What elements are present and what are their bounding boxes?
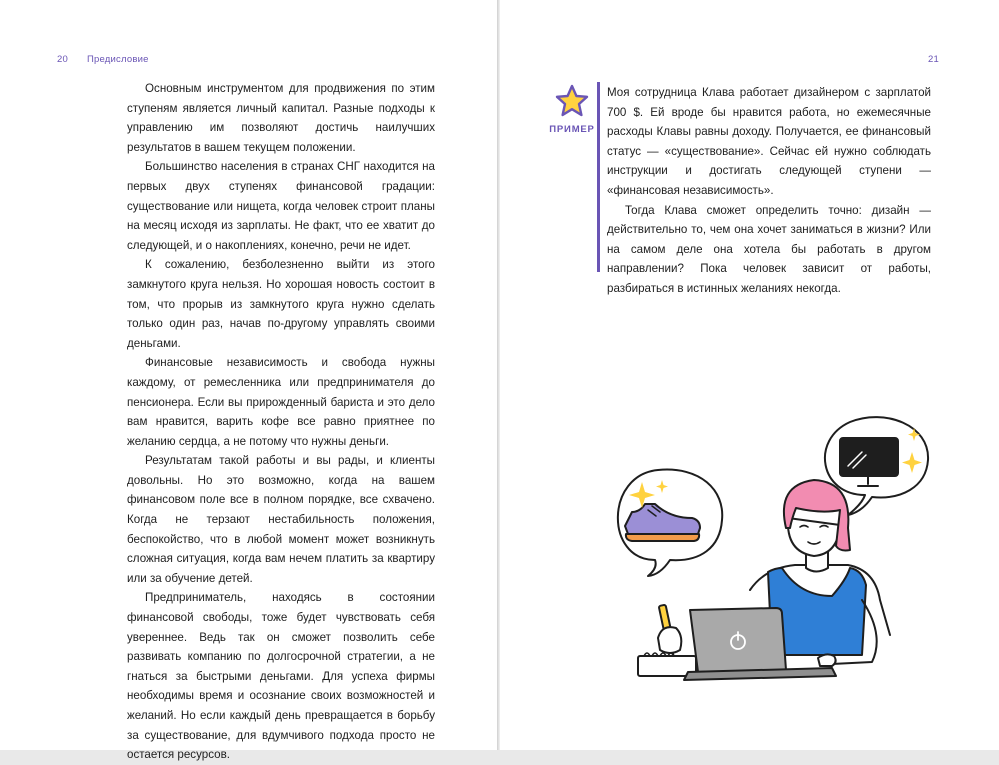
paragraph: Результатам такой работы и вы рады, и клиенты довольны. Но это возможно, когда на вашем финансовом поле все в полном порядке, все схвачено. Когда не терзают нестабильность положения, беспокойство, что в любой момент может возникнуть сложная ситуация, когда вам нечем платить за квартиру или за обучение детей. bbox=[127, 454, 435, 585]
paragraph: Основным инструментом для продвижения по этим ступеням является личный капитал. Разные подходы к управлению им позволяют достичь наилучших результатов в вашем текущем положении. bbox=[127, 82, 435, 154]
paragraph: Большинство населения в странах СНГ находится на первых двух ступенях финансовой градации: существование или нищета, когда человек строит планы на месяц исходя из зарплаты. Не факт, что ее хватит до следующей, и о накоплениях, конечно, речи не идет. bbox=[127, 160, 435, 252]
example-text bbox=[607, 83, 931, 299]
example-label: ПРИМЕР bbox=[549, 124, 595, 135]
example-badge bbox=[543, 84, 601, 135]
running-head: Предисловие bbox=[87, 54, 149, 65]
left-body-text bbox=[127, 79, 435, 765]
example-bar bbox=[597, 82, 600, 272]
paragraph: К сожалению, безболезненно выйти из этого замкнутого круга нельзя. Но хорошая новость состоит в том, что прорыв из замкнутого круга нужно сделать только один раз, начав по-другому управлять своими деньгами. bbox=[127, 258, 435, 350]
example-paragraph: Моя сотрудница Клава работает дизайнером с зарплатой 700 $. Ей вроде бы нравится работа, но ежемесячные расходы Клавы равны доходу. Получается, ее финансовый статус — «существование». Сейчас ей нужно соблюдать инструкции и достигать следующей ступени — «финансовая независимость». bbox=[607, 86, 931, 197]
paragraph: Предприниматель, находясь в состоянии финансовой свободы, тоже будет чувствовать себя увереннее. Ведь так он сможет позволить себе развивать компанию по долгосрочной стратегии, а не гнаться за быстрыми деньгами. Для успеха фирмы необходимы время и осознание своих возможностей и желаний. Но если каждый день превращается в борьбу за существование, для вдумчивого подхода просто не остается ресурсов. bbox=[127, 591, 435, 762]
page-number-right: 21 bbox=[928, 54, 939, 65]
example-paragraph: Тогда Клава сможет определить точно: дизайн — действительно то, чем она хочет заниматься в жизни? Или на самом деле она хотела бы работать в другом направлении? Пока человек зависит от работы, разбираться в истинных желаниях некогда. bbox=[607, 203, 931, 295]
paragraph: Финансовые независимость и свобода нужны каждому, от ремесленника или предпринимателя до пенсионера. Если вы прирожденный бариста и это дело вам нравится, варить кофе все равно приятнее по желанию сердца, а не потому что нужны деньги. bbox=[127, 356, 435, 448]
right-page bbox=[500, 0, 999, 750]
thought-bubble-sneaker bbox=[618, 470, 722, 576]
star-icon bbox=[555, 84, 589, 118]
illustration-woman-at-laptop bbox=[600, 400, 940, 690]
page-number-left: 20 bbox=[57, 54, 68, 65]
left-page bbox=[0, 0, 497, 762]
